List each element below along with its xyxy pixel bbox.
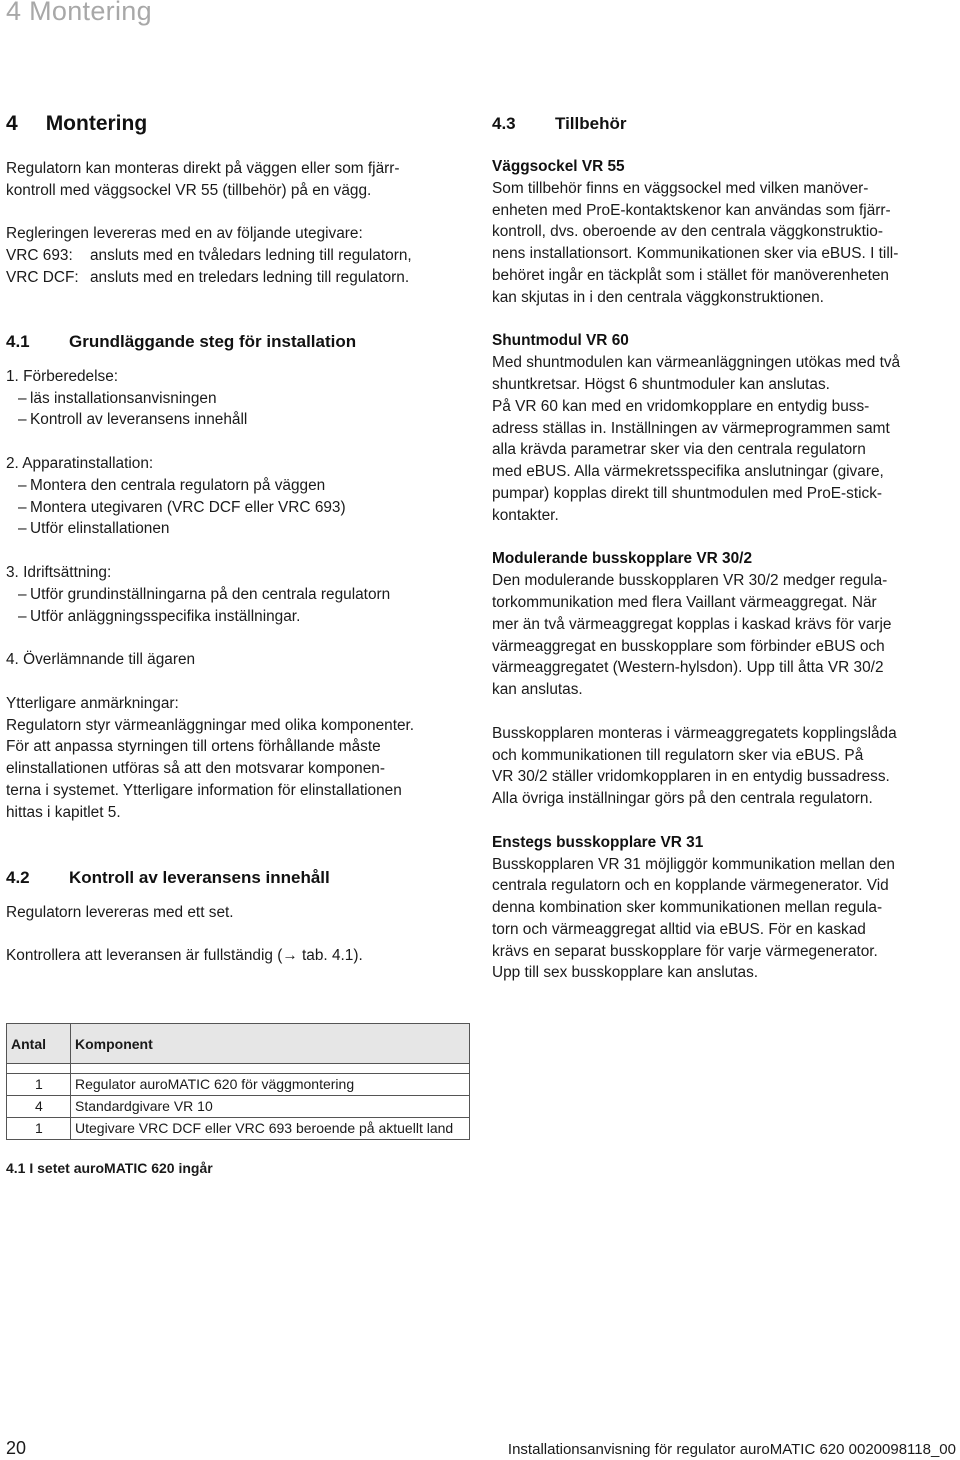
accessory-line: denna kombination sker kommunikationen mellan regula- xyxy=(492,899,883,917)
output-text: ansluts med en tvåledars ledning till regulatorn, xyxy=(90,247,412,265)
table-row xyxy=(7,1096,470,1118)
table-caption: 4.1 I setet auroMATIC 620 ingår xyxy=(6,1160,213,1176)
section-4-1-heading xyxy=(6,332,476,352)
list-item: – Montera utegivaren (VRC DCF eller VRC 693) xyxy=(18,498,346,516)
accessory-line: kan skjutas in i den centrala väggkonstruktionen. xyxy=(492,288,824,306)
accessory-line: alla krävda parametrar sker via den centrala regulatorn xyxy=(492,441,866,459)
step-list xyxy=(6,584,476,628)
list-item: – Montera den centrala regulatorn på väggen xyxy=(18,476,326,494)
delivery-text: Regulatorn levereras med ett set. xyxy=(6,903,234,921)
qty-cell: 1 xyxy=(7,1118,71,1140)
accessory-line: Busskopplaren monteras i värmeaggregatets kopplingslåda xyxy=(492,724,897,742)
step-title: 1. Förberedelse: xyxy=(6,367,119,385)
accessory-line: kontakter. xyxy=(492,506,559,524)
accessory-line: centrala regulatorn och en kopplande värmegenerator. Vid xyxy=(492,877,889,895)
accessory-line: På VR 60 kan med en vridomkopplare en entydig buss- xyxy=(492,397,870,415)
outputs-intro: Regleringen levereras med en av följande utegivare: xyxy=(6,225,363,243)
list-item: – Utför grundinställningarna på den centrala regulatorn xyxy=(18,585,391,603)
step-list xyxy=(6,388,476,432)
accessory-heading: Modulerande busskopplare VR 30/2 xyxy=(492,550,753,568)
accessory-line: värmeaggregatet (Western-hylsdon). Upp till åtta VR 30/2 xyxy=(492,659,884,677)
section-number: 4.3 xyxy=(492,114,516,133)
accessory-line: krävs en separat busskopplare för varje värmegenerator. xyxy=(492,942,878,960)
remarks-line: hittas i kapitlet 5. xyxy=(6,803,121,821)
accessory-line: med eBUS. Alla värmekretsspecifika anslutningar (givare, xyxy=(492,463,884,481)
list-item: – Utför anläggningsspecifika inställningar. xyxy=(18,607,301,625)
delivery-contents-table xyxy=(6,1023,470,1140)
accessory-line: behöret ingår en täckplåt som i stället för manöverenheten xyxy=(492,266,889,284)
accessory-line: Busskopplaren VR 31 möjliggör kommunikation mellan den xyxy=(492,855,895,873)
output-label: VRC 693: xyxy=(6,247,73,265)
section-4-2-heading xyxy=(6,868,476,888)
remarks-line: För att anpassa styrningen till ortens förhållande måste xyxy=(6,738,381,756)
column-header-qty: Antal xyxy=(7,1024,71,1064)
accessory-line: värmeaggregat en busskopplare som förbinder eBUS och xyxy=(492,637,885,655)
running-header: 4 Montering xyxy=(6,0,152,26)
check-text: Kontrollera att leveransen är fullständig (→ tab. 4.1). xyxy=(6,947,363,965)
table-header-row xyxy=(7,1024,470,1064)
accessory-heading: Väggsockel VR 55 xyxy=(492,158,625,175)
list-item: – läs installationsanvisningen xyxy=(18,389,217,407)
table-row xyxy=(7,1118,470,1140)
accessory-heading: Shuntmodul VR 60 xyxy=(492,332,629,350)
accessory-line: Med shuntmodulen kan värmeanläggningen utökas med två xyxy=(492,354,901,372)
step-title: 4. Överlämnande till ägaren xyxy=(6,651,196,669)
accessory-heading: Enstegs busskopplare VR 31 xyxy=(492,833,704,851)
accessory-line: Den modulerande busskopplaren VR 30/2 medger regula- xyxy=(492,572,888,590)
component-cell: Standardgivare VR 10 xyxy=(71,1096,470,1118)
output-text: ansluts med en treledars ledning till regulatorn. xyxy=(90,268,410,286)
remarks-line: terna i systemet. Ytterligare information för elinstallationen xyxy=(6,781,402,799)
section-number: 4.2 xyxy=(6,867,30,887)
qty-cell: 4 xyxy=(7,1096,71,1118)
output-row xyxy=(6,267,476,289)
accessory-line: mer än två värmeaggregat kopplas i kaskad krävs för varje xyxy=(492,615,892,633)
remarks-line: elinstallationen utföras så att den motsvarar komponen- xyxy=(6,760,385,778)
left-column xyxy=(6,112,476,967)
accessory-line: adress ställas in. Inställningen av värmeprogrammen samt xyxy=(492,419,890,437)
output-label: VRC DCF: xyxy=(6,268,79,286)
component-cell: Utegivare VRC DCF eller VRC 693 beroende på aktuellt land xyxy=(71,1118,470,1140)
output-row xyxy=(6,245,476,267)
section-title: Kontroll av leveransens innehåll xyxy=(69,867,330,887)
right-column xyxy=(492,112,954,984)
remarks-line: Regulatorn styr värmeanläggningar med olika komponenter. xyxy=(6,716,415,734)
accessory-line: Alla övriga inställningar görs på den centrala regulatorn. xyxy=(492,790,873,808)
accessory-line: kan anslutas. xyxy=(492,681,583,699)
accessory-line: nens installationsort. Kommunikationen sker via eBUS. I till- xyxy=(492,245,899,263)
section-title: Tillbehör xyxy=(555,114,627,133)
section-number: 4.1 xyxy=(6,331,30,351)
footer-doc-title: Installationsanvisning för regulator auroMATIC 620 0020098118_00 xyxy=(507,1441,956,1458)
section-title: Grundläggande steg för installation xyxy=(69,331,357,351)
qty-cell: 1 xyxy=(7,1074,71,1096)
section-4-3-heading xyxy=(492,114,954,134)
step-title: 3. Idriftsättning: xyxy=(6,563,112,581)
intro-line: kontroll med väggsockel VR 55 (tillbehör) på en vägg. xyxy=(6,181,372,199)
accessory-line: torn och värmeaggregat alltid via eBUS. För en kaskad xyxy=(492,920,866,938)
chapter-number: 4 xyxy=(6,112,18,135)
step-title: 2. Apparatinstallation: xyxy=(6,454,154,472)
accessory-line: enheten med ProE-kontaktskenor kan användas som fjärr- xyxy=(492,201,891,219)
accessory-line: Upp till sex busskopplare kan anslutas. xyxy=(492,964,759,982)
accessory-line: shuntkretsar. Högst 6 shuntmoduler kan anslutas. xyxy=(492,375,830,393)
list-item: – Utför elinstallationen xyxy=(18,520,170,538)
step-list xyxy=(6,475,476,540)
page-number: 20 xyxy=(6,1438,27,1458)
accessory-line: kontroll, dvs. oberoende av den centrala väggkonstruktio- xyxy=(492,223,883,241)
chapter-title: Montering xyxy=(45,112,148,135)
accessory-line: VR 30/2 ställer vridomkopplaren in en entydig bussadress. xyxy=(492,768,890,786)
accessory-line: och kommunikationen till regulatorn sker via eBUS. På xyxy=(492,746,864,764)
column-header-component: Komponent xyxy=(71,1024,470,1064)
chapter-heading xyxy=(6,112,476,136)
accessory-line: torkommunikation med flera Vaillant värmeaggregat. När xyxy=(492,593,877,611)
accessory-line: Som tillbehör finns en väggsockel med vilken manöver- xyxy=(492,179,869,197)
component-cell: Regulator auroMATIC 620 för väggmontering xyxy=(71,1074,470,1096)
remarks-line: Ytterligare anmärkningar: xyxy=(6,694,179,712)
intro-line: Regulatorn kan monteras direkt på väggen eller som fjärr- xyxy=(6,160,400,177)
list-item: – Kontroll av leveransens innehåll xyxy=(18,411,248,429)
accessory-line: pumpar) kopplas direkt till shuntmodulen med ProE-stick- xyxy=(492,484,883,502)
table-row xyxy=(7,1074,470,1096)
